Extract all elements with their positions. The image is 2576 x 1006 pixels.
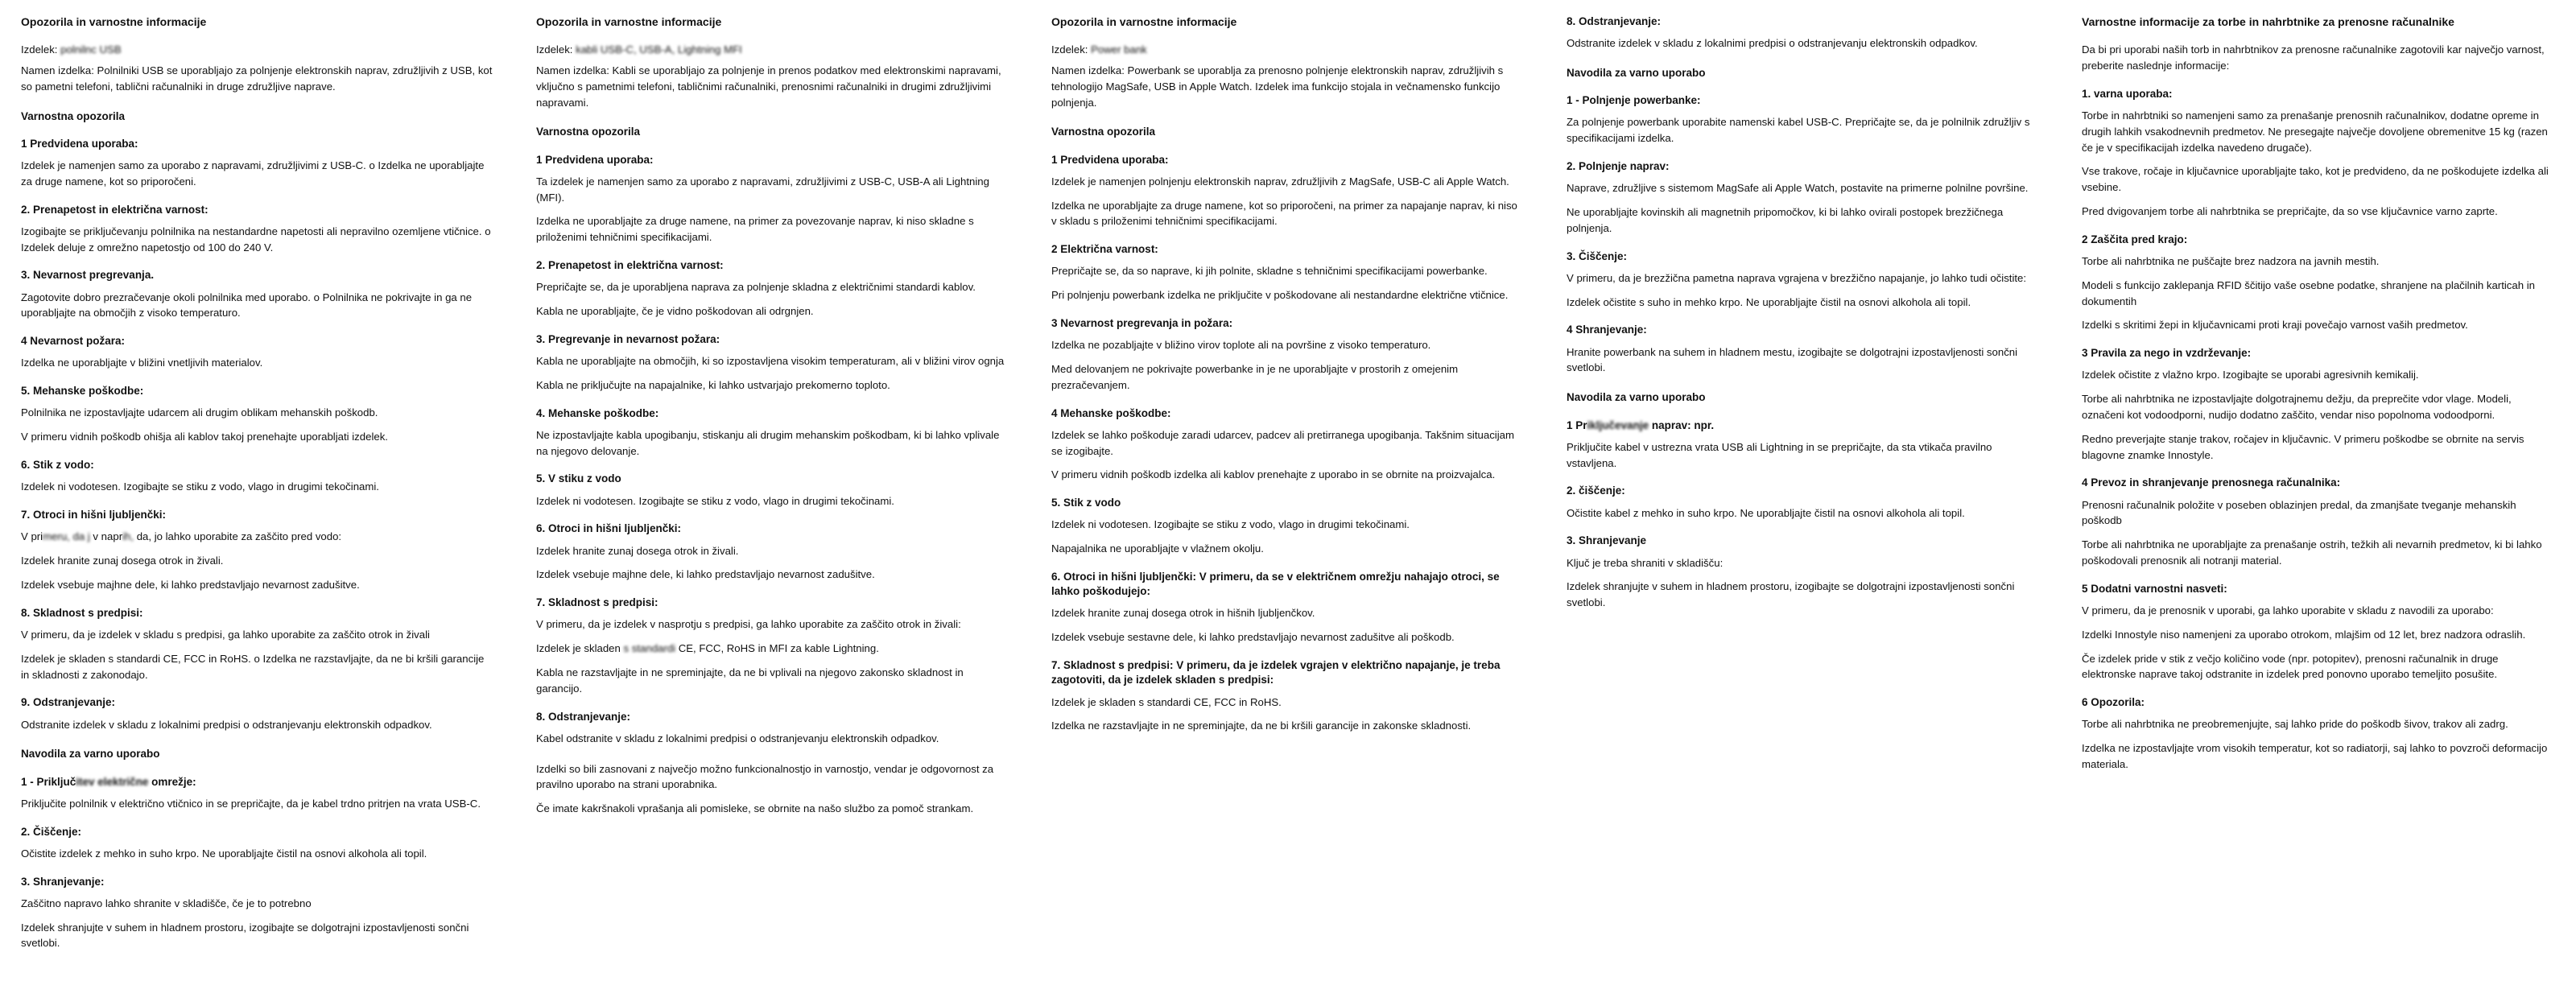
subsection-heading: 5. V stiku z vodo: [536, 472, 621, 485]
paragraph: V primeru, da je izdelek v nasprotju s predpisi, ga lahko uporabite za zaščito otrok in živali:: [536, 618, 961, 631]
paragraph: Ne izpostavljajte kabla upogibanju, stiskanju ali drugim mehanskim poškodbam, ki bi lahko vplivale na njegovo delovanje.: [536, 428, 1000, 457]
paragraph: Izdelek hranite zunaj dosega otrok in živali.: [536, 544, 739, 557]
paragraph: Pred dvigovanjem torbe ali nahrbtnika se prepričajte, da so vse ključavnice varno zaprte.: [2082, 204, 2498, 217]
subsection-heading: 2. čiščenje:: [1567, 484, 1625, 497]
paragraph: Izdelek se lahko poškoduje zaradi udarcev, padcev ali pretirranega upogibanja. Takšnim situacijam se izogibajte.: [1051, 428, 1514, 457]
paragraph: V primeru vidnih poškodb izdelka ali kablov prenehajte z uporabo in se obrnite na proizvajalca.: [1051, 468, 1496, 481]
paragraph: Izdelek je skladen s standardi CE, FCC in RoHS. o Izdelka ne razstavljajte, da ne bi kršili garancije in skladnosti z zakonodajo.: [21, 652, 485, 681]
paragraph: Zaščitno napravo lahko shranite v skladišče, če je to potrebno: [21, 897, 312, 909]
product-label-value: polnilnc USB: [60, 43, 122, 56]
subsection-heading: 4 Shranjevanje:: [1567, 324, 1647, 336]
paragraph: V primeru vidnih poškodb ohišja ali kablov takoj prenehajte uporabljati izdelek.: [21, 431, 388, 443]
page-title: Opozorila in varnostne informacije: [536, 15, 722, 28]
text-run: 1 - Priključ: [21, 775, 76, 788]
subsection-heading: 4 Mehanske poškodbe:: [1051, 406, 1171, 419]
subsection-heading: 6. Otroci in hišni ljubljenčki: V primeru, da se v električnem omrežju nahajajo otroci, se lahko poškodujejo:: [1051, 571, 1500, 598]
product-label-value: kabli USB-C, USB-A, Lightning MFI: [576, 43, 742, 56]
redacted-text: iključevanje: [1587, 418, 1649, 431]
paragraph: Izdelka ne razstavljajte in ne spreminjajte, da ne bi kršili garancije in zakonske skladnosti.: [1051, 719, 1472, 732]
paragraph: Izdelka ne uporabljajte za druge namene, na primer za povezovanje naprav, ki niso skladne s priloženimi tehničnimi specifikacijami.: [536, 215, 974, 244]
section-heading: Varnostna opozorila: [1051, 126, 1156, 138]
paragraph: Izogibajte se priključevanju polnilnika na nestandardne napetosti ali nepravilno ozemljene vtičnice. o Izdelek deluje z omrežno napetostjo od 100 do 240 V.: [21, 225, 491, 254]
redacted-text: s standardi: [620, 642, 676, 655]
paragraph: Izdelek je namenjen samo za uporabo z napravami, združljivimi z USB-C. o Izdelka ne uporabljajte za druge namene, kot so priporočeni.: [21, 159, 485, 188]
section-heading: Navodila za varno uporabo: [1567, 391, 1706, 404]
paragraph: Torbe ali nahrbtnika ne izpostavljajte dolgotrajnemu dežju, da preprečite vdor vlage. Modeli, označeni kot vodoodporni, nudijo dodatno zaščito, vendar niso popolnoma vodoodporni.: [2082, 393, 2512, 421]
paragraph: Zagotovite dobro prezračevanje okoli polnilnika med uporabo. o Polnilnika ne pokrivajte in ga ne uporabljajte na območjih z visoko temperaturo.: [21, 291, 473, 320]
subsection-heading: 4 Nevarnost požara:: [21, 335, 126, 348]
paragraph: V primeru, da je brezžična pametna naprava vgrajena v brezžično napajanje, jo lahko tudi očistite:: [1567, 271, 2027, 284]
column-cables: [515, 14, 1030, 825]
subsection-heading: 3. Shranjevanje:: [21, 875, 105, 888]
spacer: [536, 755, 1009, 761]
paragraph: Izdelek shranjujte v suhem in hladnem prostoru, izogibajte se dolgotrajni izpostavljenosti sončni svetlobi.: [1567, 580, 2015, 609]
paragraph: Priključite kabel v ustrezna vrata USB ali Lightning in se prepričajte, da sta vtikača pravilno vstavljena.: [1567, 440, 1992, 469]
subsection-heading: 2. Prenapetost in električna varnost:: [536, 259, 724, 271]
subsection-heading: 2. Čiščenje:: [21, 825, 82, 838]
paragraph: Hranite powerbank na suhem in hladnem mestu, izogibajte se dolgotrajni izpostavljenosti sončni svetlobi.: [1567, 345, 2018, 374]
subsection-heading: 5 Dodatni varnostni nasveti:: [2082, 582, 2227, 595]
paragraph: Kabla ne razstavljajte in ne spreminjajte, da ne bi vplivali na njegovo zakonsko skladnost in garancijo.: [536, 666, 964, 695]
paragraph: Izdelek je namenjen polnjenju elektronskih naprav, združljivih z MagSafe, USB-C ali Apple Watch.: [1051, 175, 1509, 188]
page-title: Varnostne informacije za torbe in nahrbtnike za prenosne računalnike: [2082, 15, 2454, 28]
subsection-heading: 6. Stik z vodo:: [21, 459, 94, 472]
paragraph: Modeli s funkcijo zaklepanja RFID ščitijo vaše osebne podatke, shranjene na plačilnih karticah in dokumentih: [2082, 278, 2535, 307]
paragraph: Izdelek ni vodotesen. Izogibajte se stiku z vodo, vlago in drugimi tekočinami.: [1051, 518, 1410, 531]
text-run: Izdelek je skladen: [536, 642, 621, 655]
subsection-heading: 1 Predvidena uporaba:: [21, 137, 138, 150]
paragraph: Izdelka ne uporabljajte v bližini vnetljivih materialov.: [21, 357, 263, 369]
paragraph: Med delovanjem ne pokrivajte powerbanke in je ne uporabljajte v prostorih z omejenim prezračevanjem.: [1051, 363, 1459, 391]
text-run: 1 Pr: [1567, 418, 1587, 431]
paragraph: Namen izdelka: Powerbank se uporablja za prenosno polnjenje elektronskih naprav, združljivih s tehnologijo MagSafe, USB in Apple Watch. Izdelek ima funkcijo stojala in večnamensko funkcijo polnjenja.: [1051, 64, 1504, 109]
subsection-heading: 2. Polnjenje naprav:: [1567, 160, 1670, 173]
subsection-heading: 5. Mehanske poškodbe:: [21, 385, 144, 398]
subsection-heading: 1. varna uporaba:: [2082, 87, 2173, 100]
section-heading: Varnostna opozorila: [21, 109, 126, 122]
product-label-prefix: Izdelek:: [1051, 43, 1092, 56]
paragraph: Kabla ne uporabljajte, če je vidno poškodovan ali odrgnjen.: [536, 305, 814, 318]
section-heading: Varnostna opozorila: [536, 126, 641, 138]
paragraph: Kabel odstranite v skladu z lokalnimi predpisi o odstranjevanju elektronskih odpadkov.: [536, 732, 939, 744]
subsection-heading: 7. Skladnost s predpisi:: [536, 596, 658, 609]
paragraph: Odstranite izdelek v skladu z lokalnimi predpisi o odstranjevanju elektronskih odpadkov.: [1567, 37, 1978, 50]
paragraph: Torbe in nahrbtniki so namenjeni samo za prenašanje prenosnih računalnikov, dodatne opreme in drugih lahkih vsakodnevnih predmetov. Ne presegajte največje dovoljene obremenitve 15 kg (razen če je v specifikacijah izdelka navedeno drugače).: [2082, 109, 2548, 154]
paragraph: Vse trakove, ročaje in ključavnice uporabljajte tako, kot je predvideno, da ne poškodujete izdelka ali vsebine.: [2082, 165, 2549, 194]
text-run: v napr: [89, 530, 123, 543]
page-title: Opozorila in varnostne informacije: [21, 15, 207, 28]
paragraph: Prepričajte se, da je uporabljena naprava za polnjenje skladna z električnimi standardi kablov.: [536, 281, 976, 294]
column-bags-backpacks: [2061, 14, 2576, 781]
paragraph: Izdelka ne pozabljajte v bližino virov toplote ali na površine z visoko temperaturo.: [1051, 339, 1431, 352]
subsection-heading: 2 Zaščita pred krajo:: [2082, 233, 2188, 245]
paragraph: Izdelek je skladen s standardi CE, FCC in RoHS.: [1051, 695, 1282, 708]
paragraph: Torbe ali nahrbtnika ne preobremenjujte, saj lahko pride do poškodb šivov, trakov ali zadrg.: [2082, 718, 2508, 731]
product-label: [21, 42, 494, 58]
paragraph: Pri polnjenju powerbank izdelka ne priključite v poškodovane ali nestandardne električne vtičnice.: [1051, 289, 1509, 302]
paragraph: Izdelek vsebuje majhne dele, ki lahko predstavljajo nevarnost zadušitve.: [536, 568, 875, 581]
subsection-heading: 2. Prenapetost in električna varnost:: [21, 203, 208, 216]
subsection-heading: 3 Pravila za nego in vzdrževanje:: [2082, 347, 2252, 360]
subsection-heading: 1 - Polnjenje powerbanke:: [1567, 94, 1701, 107]
paragraph: Za polnjenje powerbank uporabite namenski kabel USB-C. Prepričajte se, da je polnilnik združljiv s specifikacijami izdelka.: [1567, 116, 2030, 145]
paragraph: Očistite kabel z mehko in suho krpo. Ne uporabljajte čistil na osnovi alkohola ali topil.: [1567, 506, 1965, 519]
paragraph: Namen izdelka: Polnilniki USB se uporabljajo za polnjenje elektronskih naprav, združljivih z USB, kot so pametni telefoni, tablični računalniki in druge združljive naprave.: [21, 64, 493, 93]
paragraph: Prepričajte se, da so naprave, ki jih polnite, skladne s tehničnimi specifikacijami powerbanke.: [1051, 265, 1488, 278]
paragraph: Torbe ali nahrbtnika ne uporabljajte za prenašanje ostrih, težkih ali nevarnih predmetov, ki bi lahko poškodovali prenosnik ali notranji material.: [2082, 538, 2542, 567]
paragraph: Namen izdelka: Kabli se uporabljajo za polnjenje in prenos podatkov med elektronskimi napravami, vključno s pametnimi telefoni, tabličnimi računalniki, prenosnimi računalniki in drugimi združljivimi napravami.: [536, 64, 1001, 109]
subsection-heading: 7. Otroci in hišni ljubljenčki:: [21, 509, 167, 522]
subsection-heading: 1 Predvidena uporaba:: [1051, 153, 1169, 166]
subsection-heading: 8. Skladnost s predpisi:: [21, 606, 143, 619]
paragraph: Izdelka ne uporabljajte za druge namene, kot so priporočeni, na primer za napajanje naprav, ki niso v skladu s priloženimi tehničnimi specifikacijami.: [1051, 199, 1517, 228]
text-run: V pri: [21, 530, 43, 543]
subsection-heading: 1 Predvidena uporaba:: [536, 153, 654, 166]
subsection-heading: 4. Mehanske poškodbe:: [536, 406, 659, 419]
paragraph: Izdelki s skritimi žepi in ključavnicami proti kraji povečajo varnost vaših predmetov.: [2082, 319, 2468, 332]
paragraph: Napajalnika ne uporabljajte v vlažnem okolju.: [1051, 542, 1264, 555]
paragraph: Redno preverjajte stanje trakov, ročajev in ključavnic. V primeru poškodbe se obrnite na servis blagovne znamke Innostyle.: [2082, 432, 2524, 461]
paragraph: Prenosni računalnik položite v poseben oblazinjen predal, da zmanjšate tveganje mehanskih poškodb: [2082, 498, 2516, 527]
paragraph: Ne uporabljajte kovinskih ali magnetnih pripomočkov, ki bi lahko ovirali postopek brezžičnega polnjenja.: [1567, 206, 2004, 234]
product-label: [1051, 42, 1525, 58]
paragraph: Izdelek shranjujte v suhem in hladnem prostoru, izogibajte se dolgotrajni izpostavljenosti sončni svetlobi.: [21, 921, 469, 950]
section-heading: Navodila za varno uporabo: [21, 748, 160, 761]
product-label-prefix: Izdelek:: [536, 43, 576, 56]
paragraph: Če imate kakršnakoli vprašanja ali pomisleke, se obrnite na našo službo za pomoč strankam.: [536, 802, 974, 815]
paragraph: Naprave, združljive s sistemom MagSafe ali Apple Watch, postavite na primerne polnilne površine.: [1567, 182, 2029, 195]
section-heading: Navodila za varno uporabo: [1567, 67, 1706, 80]
redacted-text: itev električne: [76, 775, 149, 788]
subsection-heading: 4 Prevoz in shranjevanje prenosnega računalnika:: [2082, 476, 2341, 489]
paragraph: Očistite izdelek z mehko in suho krpo. Ne uporabljajte čistil na osnovi alkohola ali topil.: [21, 847, 427, 860]
paragraph: Torbe ali nahrbtnika ne puščajte brez nadzora na javnih mestih.: [2082, 255, 2380, 267]
text-run: naprav: npr.: [1649, 418, 1715, 431]
paragraph: Izdelek hranite zunaj dosega otrok in živali.: [21, 555, 224, 567]
subsection-heading: 8. Odstranjevanje:: [536, 710, 631, 723]
paragraph: [21, 529, 494, 545]
subsection-heading: [21, 775, 494, 790]
product-label-value: Power bank: [1091, 43, 1147, 56]
product-label-prefix: Izdelek:: [21, 43, 61, 56]
subsection-heading: 3. Nevarnost pregrevanja.: [21, 269, 155, 282]
subsection-heading: 6 Opozorila:: [2082, 696, 2145, 709]
paragraph: Če izdelek pride v stik z večjo količino vode (npr. potopitev), prenosni računalnik in druge elektronske naprave takoj odstranite in izdelek pred ponovno uporabo temeljito posušite.: [2082, 652, 2499, 681]
paragraph: Kabla ne uporabljajte na območjih, ki so izpostavljena visokim temperaturam, ali v bližini virov ognja: [536, 355, 1005, 368]
subsection-heading: [1567, 418, 2040, 433]
redacted-text: ih,: [122, 530, 134, 543]
subsection-heading: 8. Odstranjevanje:: [1567, 15, 1662, 27]
subsection-heading: 5. Stik z vodo: [1051, 497, 1121, 509]
paragraph: Ključ je treba shraniti v skladišču:: [1567, 556, 1724, 569]
paragraph: Izdelek očistite s suho in mehko krpo. Ne uporabljajte čistil na osnovi alkohola ali topil.: [1567, 295, 1971, 308]
paragraph: Izdelek ni vodotesen. Izogibajte se stiku z vodo, vlago in drugimi tekočinami.: [536, 494, 894, 507]
subsection-heading: 6. Otroci in hišni ljubljenčki:: [536, 522, 682, 535]
paragraph: Ta izdelek je namenjen samo za uporabo z napravami, združljivimi z USB-C, USB-A ali Lightning (MFI).: [536, 175, 989, 204]
subsection-heading: 9. Odstranjevanje:: [21, 696, 116, 709]
paragraph: V primeru, da je prenosnik v uporabi, ga lahko uporabite v skladu z navodili za uporabo:: [2082, 604, 2494, 617]
paragraph: Priključite polnilnik v električno vtičnico in se prepričajte, da je kabel trdno pritrjen na vrata USB-C.: [21, 797, 481, 810]
paragraph: Izdelek vsebuje majhne dele, ki lahko predstavljajo nevarnost zadušitve.: [21, 578, 360, 591]
paragraph: [536, 641, 1009, 657]
text-run: omrežje:: [148, 775, 196, 788]
paragraph: Odstranite izdelek v skladu z lokalnimi predpisi o odstranjevanju elektronskih odpadkov.: [21, 718, 432, 731]
column-powerbank-continued: [1546, 14, 2061, 619]
paragraph: V primeru, da je izdelek v skladu s predpisi, ga lahko uporabite za zaščito otrok in živali: [21, 628, 430, 641]
subsection-heading: 3 Nevarnost pregrevanja in požara:: [1051, 317, 1233, 330]
paragraph: Izdelek ni vodotesen. Izogibajte se stiku z vodo, vlago in drugimi tekočinami.: [21, 480, 379, 493]
paragraph: Da bi pri uporabi naših torb in nahrbtnikov za prenosne računalnike zagotovili kar največjo varnost, preberite naslednje informacije:: [2082, 43, 2545, 72]
paragraph: Izdelek hranite zunaj dosega otrok in hišnih ljubljenčkov.: [1051, 607, 1315, 620]
paragraph: Kabla ne priključujte na napajalnike, ki lahko ustvarjajo prekomerno toploto.: [536, 378, 890, 391]
paragraph: Izdelki so bili zasnovani z največjo možno funkcionalnostjo in varnostjo, vendar je odgovornost za pravilno uporabo na strani uporabnika.: [536, 762, 994, 791]
column-powerbank: [1030, 14, 1546, 742]
column-usb-charger: [0, 14, 515, 959]
paragraph: Izdelek očistite z vlažno krpo. Izogibajte se uporabi agresivnih kemikalij.: [2082, 369, 2419, 381]
redacted-text: meru, da j: [43, 530, 90, 543]
page-title: Opozorila in varnostne informacije: [1051, 15, 1237, 28]
subsection-heading: 3. Shranjevanje: [1567, 534, 1647, 547]
paragraph: Izdelek vsebuje sestavne dele, ki lahko predstavljajo nevarnost zadušitve ali poškodb.: [1051, 631, 1455, 644]
paragraph: Izdelka ne izpostavljajte vrom visokih temperatur, kot so radiatorji, saj lahko to povzroči deformacijo materiala.: [2082, 742, 2548, 771]
product-label: [536, 42, 1009, 58]
subsection-heading: 3. Pregrevanje in nevarnost požara:: [536, 332, 720, 345]
subsection-heading: 3. Čiščenje:: [1567, 249, 1628, 262]
subsection-heading: 2 Električna varnost:: [1051, 243, 1158, 256]
paragraph: Izdelki Innostyle niso namenjeni za uporabo otrokom, mlajšim od 12 let, brez nadzora odraslih.: [2082, 628, 2526, 641]
text-run: CE, FCC, RoHS in MFI za kable Lightning.: [675, 642, 879, 655]
text-run: da, jo lahko uporabite za zaščito pred vodo:: [134, 530, 342, 543]
paragraph: Polnilnika ne izpostavljajte udarcem ali drugim oblikam mehanskih poškodb.: [21, 406, 378, 419]
subsection-heading: 7. Skladnost s predpisi: V primeru, da je izdelek vgrajen v električno napajanje, je treba zagotoviti, da je izdelek skladen s predpisi:: [1051, 659, 1501, 686]
